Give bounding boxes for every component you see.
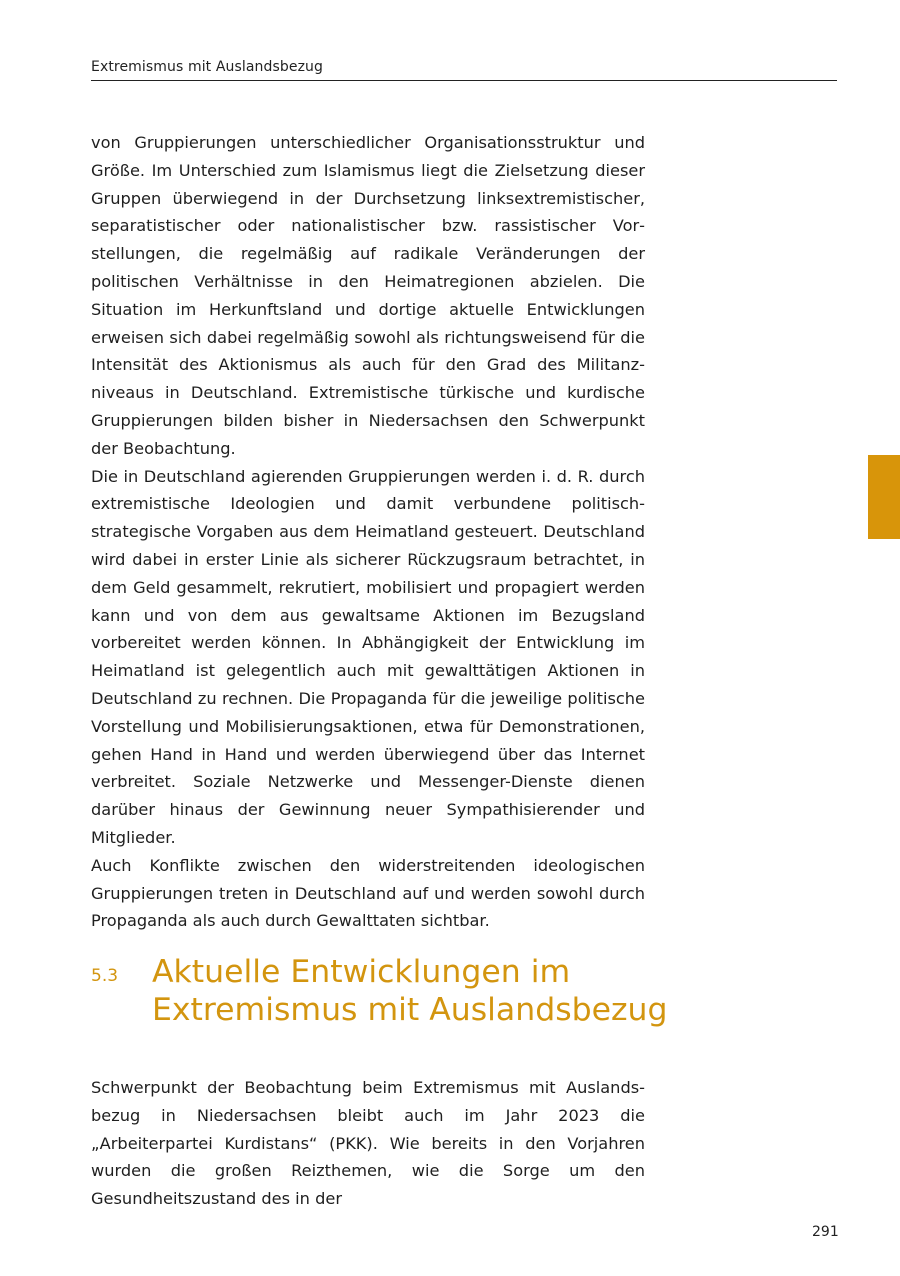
running-header: Extremismus mit Auslandsbezug xyxy=(91,59,323,75)
body-text-block xyxy=(91,129,645,935)
section-title-line: Extremismus mit Auslandsbezug xyxy=(152,992,668,1028)
body-paragraph: Die in Deutschland agierenden Gruppierungen werden i. d. R. durch extremistische Ideologien und damit verbundene politisch-strategische Vorgaben aus dem Heimatland gesteuert. Deutschland wird dabei in erster Linie als sicherer Rückzugsraum betrachtet, in dem Geld gesammelt, rekrutiert, mobilisiert und propagiert werden kann und von dem aus gewaltsame Aktionen im Bezugsland vorbereitet werden können. In Abhängigkeit der Entwicklung im Heimatland ist gelegentlich auch mit gewalttätigen Aktionen in Deutschland zu rechnen. Die Propaganda für die jeweilige politische Vorstellung und Mobilisierungsaktionen, etwa für Demonstrationen, gehen Hand in Hand und werden überwiegend über das Internet verbreitet. Soziale Netzwerke und Messenger-Dienste dienen darüber hinaus der Gewinnung neuer Sympathisierender und Mitglieder. xyxy=(91,466,645,847)
section-title-line: Aktuelle Entwicklungen im xyxy=(152,954,571,990)
section-number: 5.3 xyxy=(91,966,119,986)
section-title xyxy=(152,953,667,1029)
chapter-marker-tab xyxy=(868,455,900,539)
section-body-text-block xyxy=(91,1074,645,1213)
page-number: 291 xyxy=(812,1224,839,1240)
body-paragraph: von Gruppierungen unterschiedlicher Organisationsstruktur und Größe. Im Unterschied zum Islamismus liegt die Zielsetzung dieser Gruppen überwiegend in der Durchsetzung linksextremistischer, separatistischer oder nationalistischer bzw. rassistischer Vorstellungen, die regelmäßig auf radikale Veränderungen der politischen Verhältnisse in den Heimatregionen abzielen. Die Situation im Herkunftsland und dortige aktuelle Entwicklungen erweisen sich dabei regelmäßig sowohl als richtungsweisend für die Intensität des Aktionismus als auch für den Grad des Militanzniveaus in Deutschland. Extremistische türkische und kurdische Gruppierungen bilden bisher in Niedersachsen den Schwerpunkt der Beobachtung. xyxy=(91,133,645,458)
body-paragraph: Auch Konflikte zwischen den widerstreitenden ideologischen Gruppierungen treten in Deutschland auf und werden sowohl durch Propaganda als auch durch Gewalttaten sichtbar. xyxy=(91,855,645,931)
body-paragraph: Schwerpunkt der Beobachtung beim Extremismus mit Auslandsbezug in Niedersachsen bleibt auch im Jahr 2023 die „Arbeiterpartei Kurdistans“ (PKK). Wie bereits in den Vorjahren wurden die großen Reizthemen, wie die Sorge um den Gesundheitszustand des in der xyxy=(91,1078,645,1209)
header-divider xyxy=(91,80,837,81)
